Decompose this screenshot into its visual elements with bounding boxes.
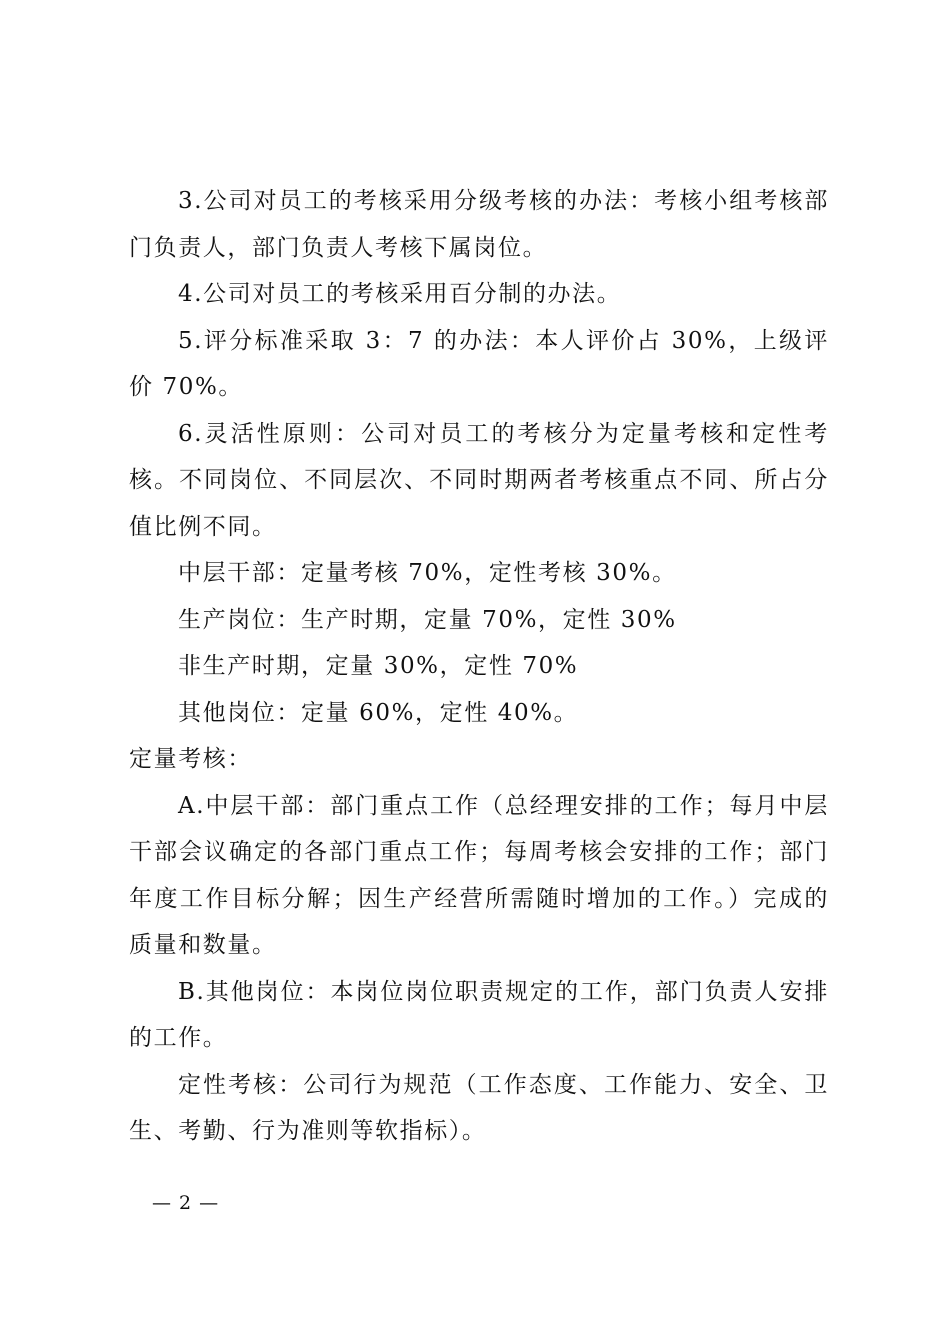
paragraph-production-period-ratio: 生产岗位：生产时期，定量 70%，定性 30%: [178, 606, 677, 633]
section-heading-quantitative: 定量考核：: [129, 746, 252, 772]
paragraph-other-positions-work: B.其他岗位：本岗位岗位职责规定的工作，部门负责人安排的工作。: [129, 978, 829, 1051]
paragraph-percentage-system: 4.公司对员工的考核采用百分制的办法。: [178, 281, 622, 307]
document-body: [129, 178, 829, 1155]
paragraph-middle-managers-ratio: 中层干部：定量考核 70%，定性考核 30%。: [178, 560, 677, 586]
page-number: — 2 —: [152, 1192, 220, 1214]
paragraph-qualitative-assessment: 定性考核：公司行为规范（工作态度、工作能力、安全、卫生、考勤、行为准则等软指标）。: [129, 1071, 829, 1144]
paragraph-grading-method: 3.公司对员工的考核采用分级考核的办法：考核小组考核部门负责人，部门负责人考核下属岗位。: [129, 188, 829, 261]
paragraph-scoring-ratio: 5.评分标准采取 3：7 的办法：本人评价占 30%，上级评价 70%。: [129, 327, 829, 400]
paragraph-middle-managers-work: A.中层干部：部门重点工作（总经理安排的工作；每月中层干部会议确定的各部门重点工作；每周考核会安排的工作；部门年度工作目标分解；因生产经营所需随时增加的工作。）完成的质量和数量。: [129, 792, 829, 958]
paragraph-non-production-ratio: 非生产时期，定量 30%，定性 70%: [178, 653, 579, 679]
paragraph-other-positions-ratio: 其他岗位：定量 60%，定性 40%。: [178, 699, 579, 726]
paragraph-flexibility-principle: 6.灵活性原则：公司对员工的考核分为定量考核和定性考核。不同岗位、不同层次、不同时期两者考核重点不同、所占分值比例不同。: [129, 420, 829, 540]
